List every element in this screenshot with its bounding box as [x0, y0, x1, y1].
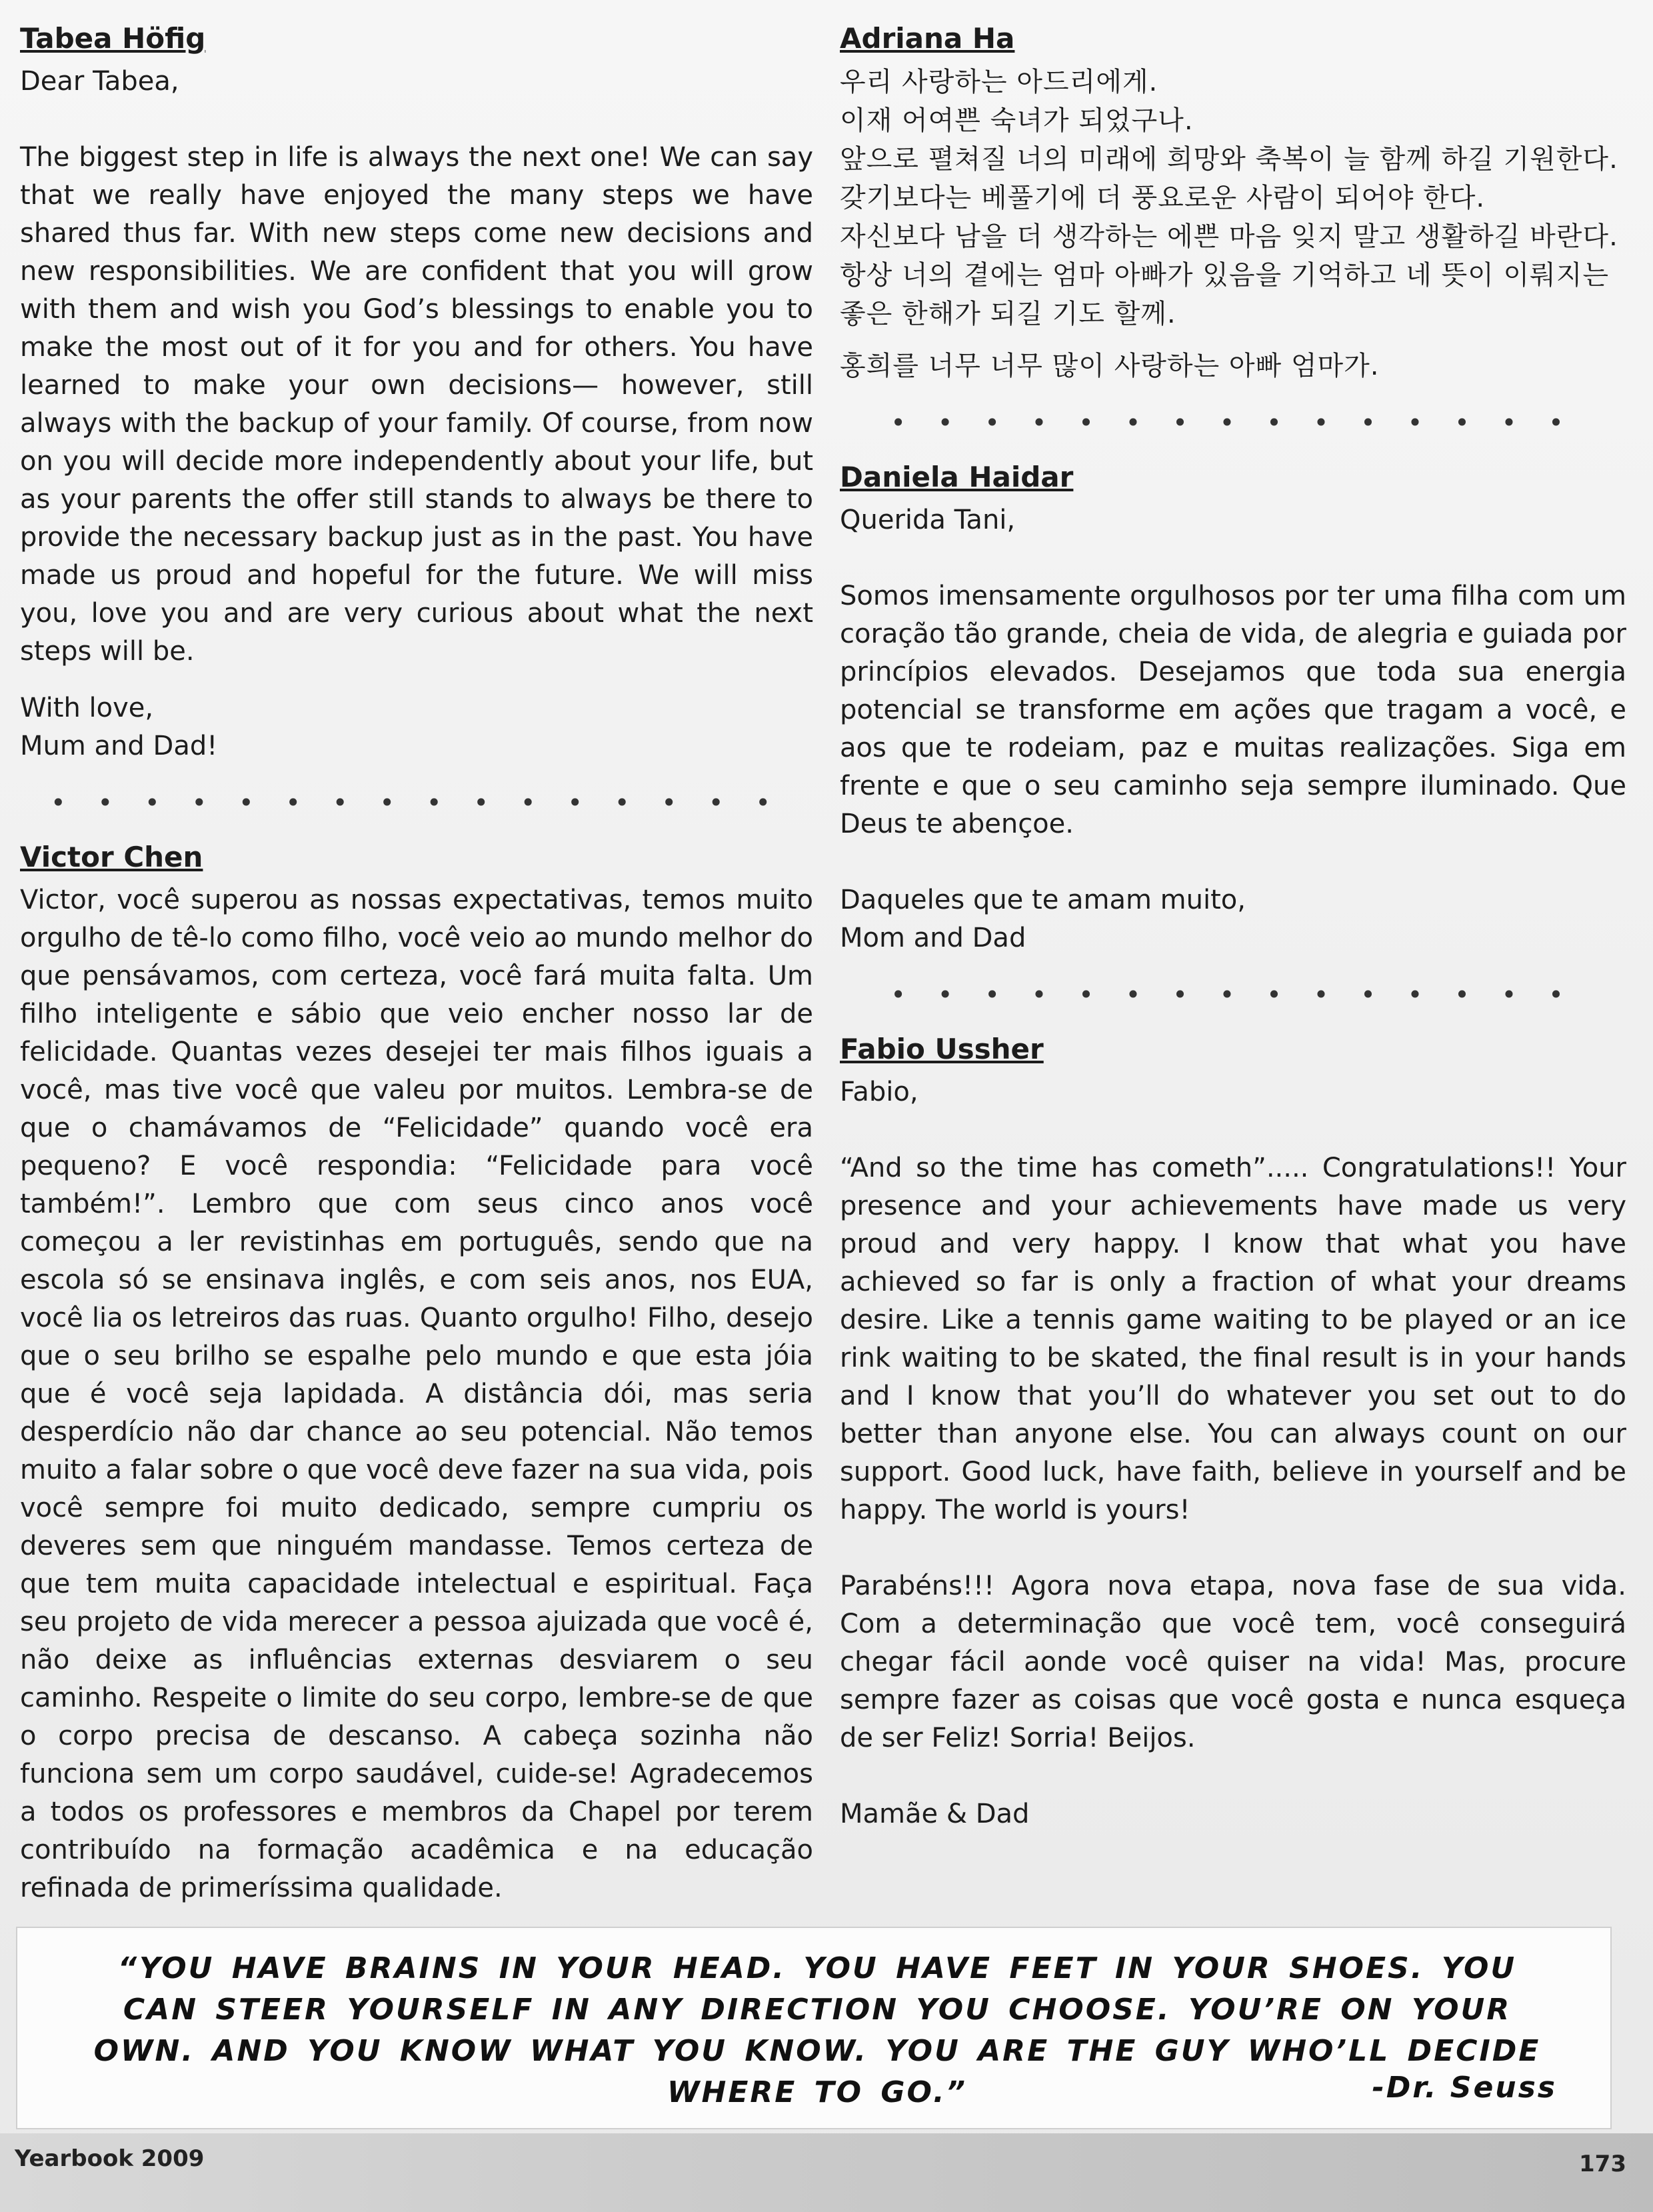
greeting: Fabio,	[840, 1077, 918, 1107]
dot-separator: • • • • • • • • • • • • • • •	[890, 980, 1576, 1009]
footer-band	[0, 2133, 1653, 2212]
letter-body: 우리 사랑하는 아드리에게. 이재 어여쁜 숙녀가 되었구나. 앞으로 펼쳐질 너의 미래에 희망와 축복이 늘 함께 하길 기원한다. 갖기보다는 베풀기에 더 풍요로운 사람이 되어야 한다. 자신보다 남을 더 생각하는 에쁜 마음 잊지 말고 생활하길 바란다. 항상 너의 곁에는 엄마 아빠가 있음을 기억하고 네 뜻이 이뤄지는 좋은 한해가 되길 기도 할께.	[840, 67, 1618, 329]
student-name: Tabea Höfig	[20, 22, 206, 55]
quote-author: -Dr. Seuss	[1372, 2071, 1557, 2105]
letter-body: “And so the time has cometh”..... Congratulations!! Your presence and your achievements have made us very proud and very happy. I know that what you have achieved so far is only a fraction of what your dreams desire. Like a tennis game waiting to be played or an ice rink waiting to be skated, the final result is in your hands and I know that you’ll do whatever you set out to do better than anyone else. You can always count on our support. Good luck, have faith, believe in yourself and be happy. The world is yours!	[840, 1153, 1626, 1525]
student-name: Fabio Ussher	[840, 1033, 1044, 1065]
letter-fabio	[840, 1031, 1626, 1833]
letter-tabea	[20, 20, 813, 765]
closing-signature: Mamãe & Dad	[840, 1799, 1030, 1829]
letter-adriana	[840, 20, 1626, 385]
closing-line: Daqueles que te amam muito,	[840, 885, 1246, 915]
footer-title: Yearbook 2009	[15, 2145, 205, 2172]
closing-line: With love,	[20, 693, 154, 723]
left-column	[20, 20, 813, 1964]
right-column	[840, 20, 1626, 1833]
dot-separator: • • • • • • • • • • • • • • •	[890, 408, 1576, 437]
closing-line: 홍희를 너무 너무 많이 사랑하는 아빠 엄마가.	[840, 351, 1380, 381]
letter-body: The biggest step in life is always the next one! We can say that we really have enjoyed the many steps we have shared thus far. With new steps come new decisions and new responsibilities. We are confident that you will grow with them and wish you God’s blessings to enable you to make the most out of it for you and for others. You have learned to make your own decisions— however, still always with the backup of your family. Of course, from now on you will decide more independently about your life, but as your parents the offer still stands to always be there to provide the necessary backup just as in the past. You have made us proud and hopeful for the future. We will miss you, love you and are very curious about what the next steps will be.	[20, 142, 813, 667]
closing-signature: Mum and Dad!	[20, 731, 218, 761]
student-name: Victor Chen	[20, 841, 203, 873]
student-name: Daniela Haidar	[840, 461, 1074, 493]
letter-body: Somos imensamente orgulhosos por ter uma filha com um coração tão grande, cheia de vida, de alegria e guiada por princípios elevados. Desejamos que toda sua energia potencial se transforme em ações que tragam a você, e aos que te rodeiam, paz e muitas realizações. Siga em frente e que o seu caminho seja sempre iluminado. Que Deus te abençoe.	[840, 581, 1626, 839]
page-number: 173	[1579, 2151, 1626, 2177]
quote-box	[16, 1927, 1612, 2129]
closing-signature: Mom and Dad	[840, 923, 1026, 953]
greeting: Querida Tani,	[840, 505, 1016, 535]
greeting: Dear Tabea,	[20, 66, 179, 97]
letter-body: Victor, você superou as nossas expectativas, temos muito orgulho de tê-lo como filho, você veio ao mundo melhor do que pensávamos, com certeza, você fará muita falta. Um filho inteligente e sábio que veio encher nosso lar de felicidade. Quantas vezes desejei ter mais filhos iguais a você, mas tive você que valeu por muitos. Lembra-se de que o chamávamos de “Felicidade” quando você era pequeno? E você respondia: “Felicidade para você também!”. Lembro que com seus cinco anos você começou a ler revistinhas em português, sendo que na escola só se ensinava inglês, e com seis anos, nos EUA, você lia os letreiros das ruas. Quanto orgulho! Filho, desejo que o seu brilho se espalhe pelo mundo e que esta jóia que é você seja lapidada. A distância dói, mas seria desperdício não dar chance ao seu potencial. Não temos muito a falar sobre o que você deve fazer na sua vida, pois você sempre foi muito dedicado, sempre cumpriu os deveres sem que ninguém mandasse. Temos certeza de que tem muita capacidade intelectual e espiritual. Faça seu projeto de vida merecer a pessoa ajuizada que você é, não deixe as influências externas desviarem o seu caminho. Respeite o limite do seu corpo, lembre-se de que o corpo precisa de descanso. A cabeça sozinha não funciona sem um corpo saudável, cuide-se! Agradecemos a todos os professores e membros da Chapel por terem contribuído na formação acadêmica e na educação refinada de primeríssima qualidade.	[20, 885, 813, 1903]
letter-daniela	[840, 459, 1626, 957]
letter-victor	[20, 839, 813, 1964]
dot-separator: • • • • • • • • • • • • • • • •	[51, 788, 783, 817]
student-name: Adriana Ha	[840, 22, 1015, 55]
letter-body-portuguese: Parabéns!!! Agora nova etapa, nova fase de sua vida. Com a determinação que você tem, você conseguirá chegar fácil aonde você quiser na vida! Mas, procure sempre fazer as coisas que você gosta e nunca esqueça de ser Feliz! Sorria! Beijos.	[840, 1571, 1626, 1753]
quote-text: “YOU HAVE BRAINS IN YOUR HEAD. YOU HAVE FEET IN YOUR SHOES. YOU CAN STEER YOURSELF IN ANY DIRECTION YOU CHOOSE. YOU’RE ON YOUR OWN. AND YOU KNOW WHAT YOU KNOW. YOU ARE THE GUY WHO’LL DECIDE WHERE TO GO.”	[93, 1951, 1541, 2109]
